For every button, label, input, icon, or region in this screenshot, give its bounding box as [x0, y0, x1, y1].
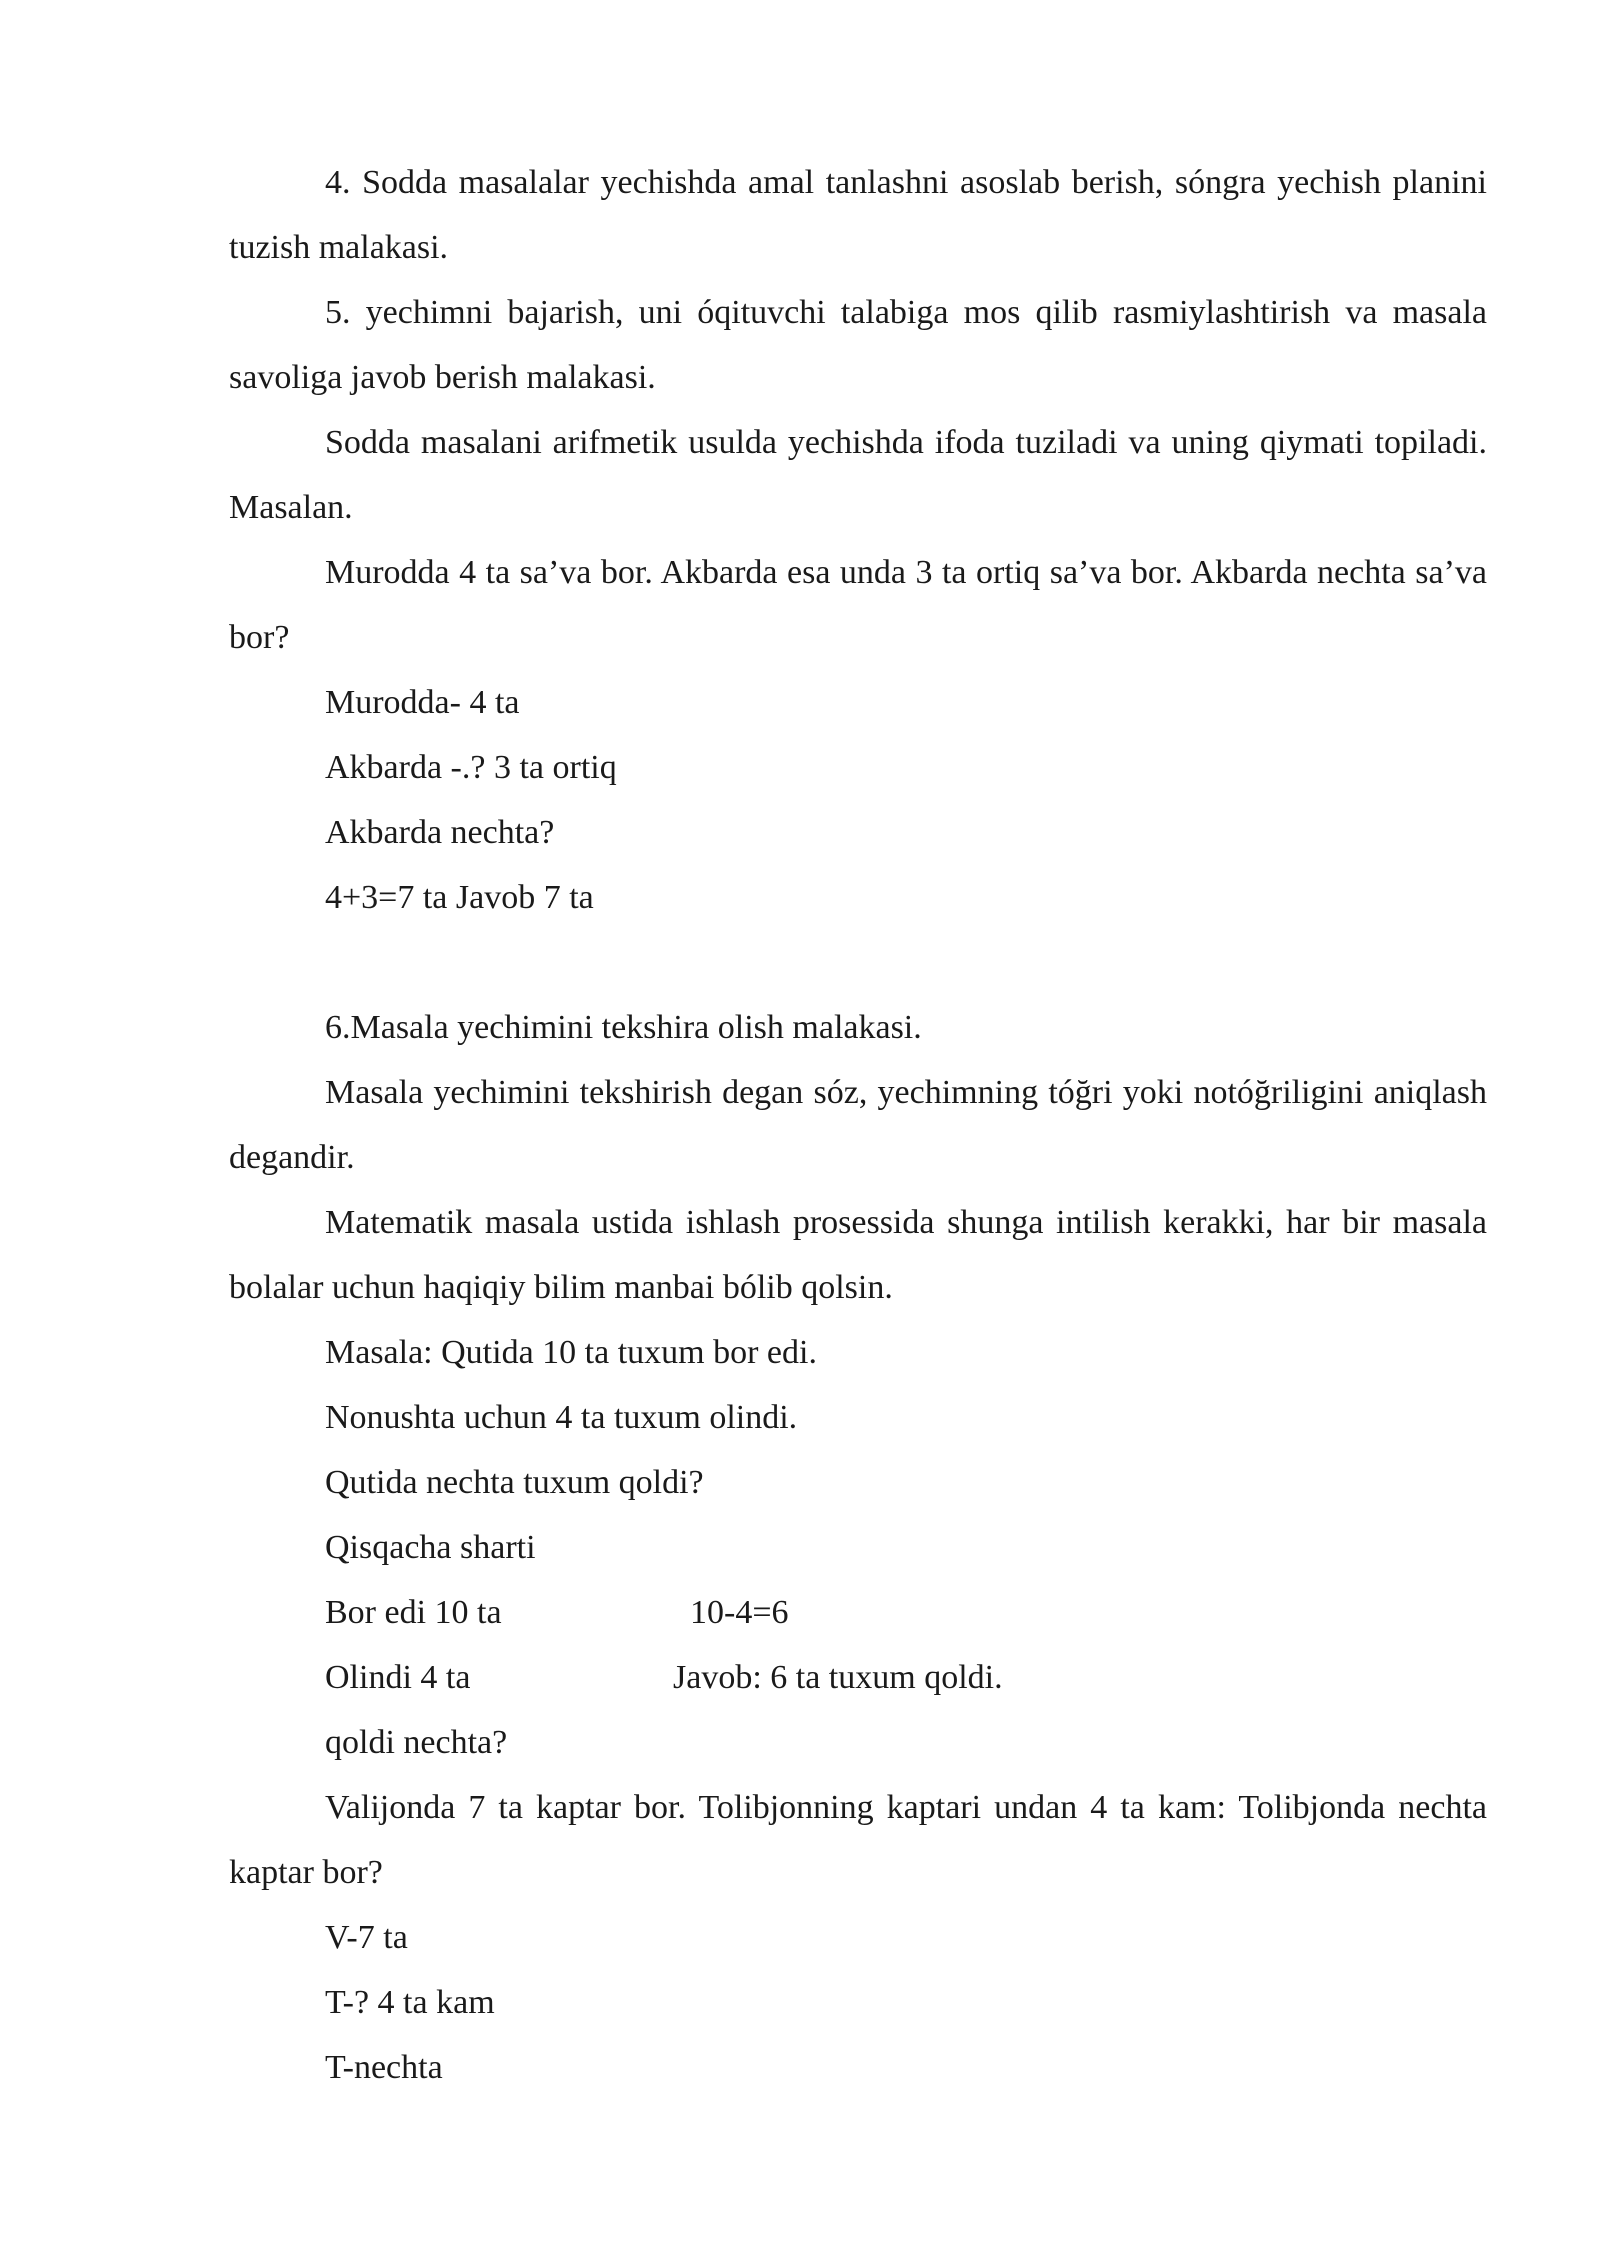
- example2-row: [229, 1645, 1487, 1710]
- example3-line: T-nechta: [325, 2049, 443, 2086]
- example2-row-label: Bor edi 10 ta: [325, 1594, 502, 1631]
- section6-paragraph: Matematik masala ustida ishlash prosessida shunga intilish kerakki, har bir masala bolalar uchun haqiqiy bilim manbai bólib qolsin.: [229, 1204, 1487, 1306]
- example1-line: Akbarda nechta?: [325, 814, 555, 851]
- spacer: [229, 930, 1487, 995]
- paragraph-simple-problem: Sodda masalani arifmetik usulda yechishda ifoda tuziladi va uning qiymati topiladi. Masalan.: [229, 424, 1487, 526]
- paragraph-murod-problem: Murodda 4 ta sa’va bor. Akbarda esa unda 3 ta ortiq sa’va bor. Akbarda nechta sa’va bor?: [229, 554, 1487, 656]
- example1-answer: 4+3=7 ta Javob 7 ta: [325, 879, 594, 916]
- example2-row-label: Olindi 4 ta: [325, 1659, 471, 1696]
- example2-line: Masala: Qutida 10 ta tuxum bor edi.: [325, 1334, 817, 1371]
- example2-row: [229, 1580, 1487, 1645]
- example1-line: Akbarda -.? 3 ta ortiq: [325, 749, 617, 786]
- example1-line: Murodda- 4 ta: [325, 684, 520, 721]
- section6-heading: 6.Masala yechimini tekshira olish malakasi.: [325, 1009, 922, 1046]
- example3-line: T-? 4 ta kam: [325, 1984, 495, 2021]
- example2-line: Nonushta uchun 4 ta tuxum olindi.: [325, 1399, 798, 1436]
- example3-line: V-7 ta: [325, 1919, 408, 1956]
- example2-row-solution: 10-4=6: [690, 1594, 789, 1631]
- document-page: [229, 150, 1487, 2100]
- example2-row-answer: Javob: 6 ta tuxum qoldi.: [673, 1659, 1003, 1696]
- paragraph-item-4: 4. Sodda masalalar yechishda amal tanlashni asoslab berish, sóngra yechish planini tuzish malakasi.: [229, 164, 1487, 266]
- paragraph-item-5: 5. yechimni bajarish, uni óqituvchi talabiga mos qilib rasmiylashtirish va masala savoliga javob berish malakasi.: [229, 294, 1487, 396]
- example2-line: Qisqacha sharti: [325, 1529, 536, 1566]
- section6-paragraph: Masala yechimini tekshirish degan sóz, yechimning tóğri yoki notóğriligini aniqlash degandir.: [229, 1074, 1487, 1176]
- example2-line: Qutida nechta tuxum qoldi?: [325, 1464, 704, 1501]
- example2-line: qoldi nechta?: [325, 1724, 508, 1761]
- example3-problem: Valijonda 7 ta kaptar bor. Tolibjonning kaptari undan 4 ta kam: Tolibjonda nechta kaptar bor?: [229, 1789, 1487, 1891]
